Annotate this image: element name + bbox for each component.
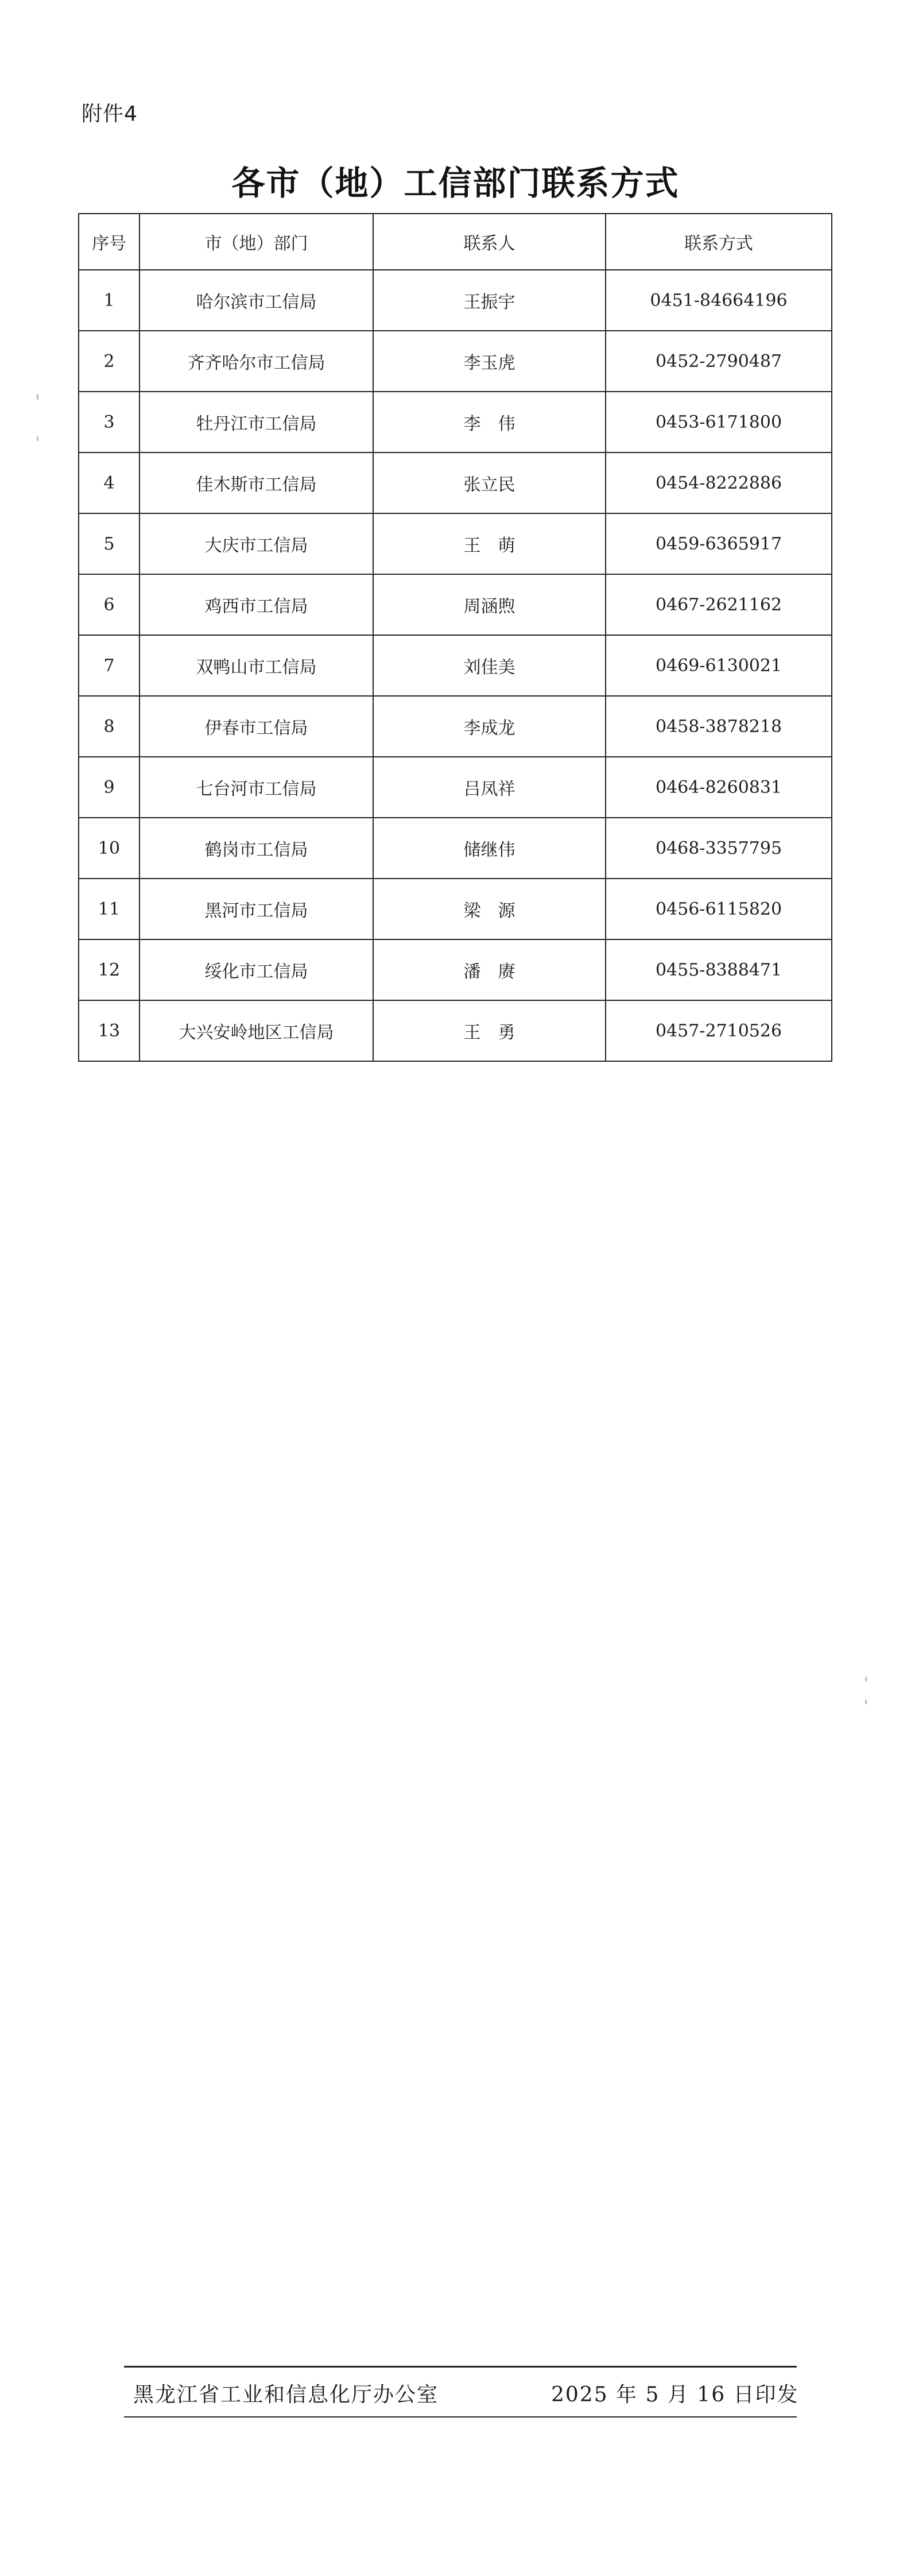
table-body [79,270,832,1061]
phone-cell: 0457-2710526 [606,1000,832,1061]
phone-cell: 0469-6130021 [606,635,832,696]
table-row [79,818,832,879]
contact-person-cell: 张立民 [373,452,606,513]
contact-person-cell: 潘 赓 [373,939,606,1000]
row-number: 3 [79,392,139,452]
header-dept: 市（地）部门 [139,214,373,270]
table-row [79,635,832,696]
header-phone: 联系方式 [606,214,832,270]
department-cell: 鹤岗市工信局 [139,818,373,879]
table-row [79,1000,832,1061]
table-row [79,513,832,574]
phone-cell: 0453-6171800 [606,392,832,452]
department-cell: 牡丹江市工信局 [139,392,373,452]
table-row [79,696,832,757]
table-row [79,392,832,452]
page-title: 各市（地）工信部门联系方式 [231,164,680,203]
phone-cell: 0464-8260831 [606,757,832,818]
contact-person-cell: 李 伟 [373,392,606,452]
phone-cell: 0458-3878218 [606,696,832,757]
phone-cell: 0456-6115820 [606,879,832,939]
phone-cell: 0467-2621162 [606,574,832,635]
scan-speck [865,1700,867,1704]
phone-cell: 0459-6365917 [606,513,832,574]
table-row [79,757,832,818]
department-cell: 绥化市工信局 [139,939,373,1000]
phone-cell: 0452-2790487 [606,331,832,392]
contact-person-cell: 王 萌 [373,513,606,574]
table-row [79,452,832,513]
department-cell: 七台河市工信局 [139,757,373,818]
department-cell: 鸡西市工信局 [139,574,373,635]
row-number: 4 [79,452,139,513]
contact-person-cell: 李玉虎 [373,331,606,392]
phone-cell: 0468-3357795 [606,818,832,879]
contact-person-cell: 吕凤祥 [373,757,606,818]
table-row [79,939,832,1000]
row-number: 13 [79,1000,139,1061]
row-number: 2 [79,331,139,392]
table-row [79,574,832,635]
footer-office: 黑龙江省工业和信息化厅办公室 [133,2383,439,2407]
contact-person-cell: 周涵煦 [373,574,606,635]
department-cell: 大庆市工信局 [139,513,373,574]
footer-date: 2025 年 5 月 16 日印发 [551,2383,799,2407]
contact-person-cell: 王 勇 [373,1000,606,1061]
department-cell: 黑河市工信局 [139,879,373,939]
header-no: 序号 [79,214,139,270]
attachment-label: 附件4 [82,102,138,126]
row-number: 10 [79,818,139,879]
contacts-table [78,213,832,1062]
phone-cell: 0454-8222886 [606,452,832,513]
footer-top-rule [124,2366,797,2368]
contact-person-cell: 梁 源 [373,879,606,939]
row-number: 12 [79,939,139,1000]
contact-person-cell: 刘佳美 [373,635,606,696]
department-cell: 佳木斯市工信局 [139,452,373,513]
row-number: 5 [79,513,139,574]
footer-bottom-rule [124,2416,797,2418]
table-row [79,879,832,939]
row-number: 1 [79,270,139,331]
table-row [79,331,832,392]
header-row [79,214,832,270]
table-row [79,270,832,331]
row-number: 8 [79,696,139,757]
row-number: 9 [79,757,139,818]
contact-person-cell: 李成龙 [373,696,606,757]
header-contact: 联系人 [373,214,606,270]
row-number: 7 [79,635,139,696]
scan-speck [865,1677,867,1681]
department-cell: 伊春市工信局 [139,696,373,757]
phone-cell: 0451-84664196 [606,270,832,331]
contact-person-cell: 王振宇 [373,270,606,331]
contact-person-cell: 储继伟 [373,818,606,879]
row-number: 11 [79,879,139,939]
phone-cell: 0455-8388471 [606,939,832,1000]
department-cell: 大兴安岭地区工信局 [139,1000,373,1061]
table-header [79,214,832,270]
row-number: 6 [79,574,139,635]
scan-speck [37,394,38,400]
department-cell: 齐齐哈尔市工信局 [139,331,373,392]
scan-speck [37,436,38,441]
department-cell: 双鸭山市工信局 [139,635,373,696]
department-cell: 哈尔滨市工信局 [139,270,373,331]
